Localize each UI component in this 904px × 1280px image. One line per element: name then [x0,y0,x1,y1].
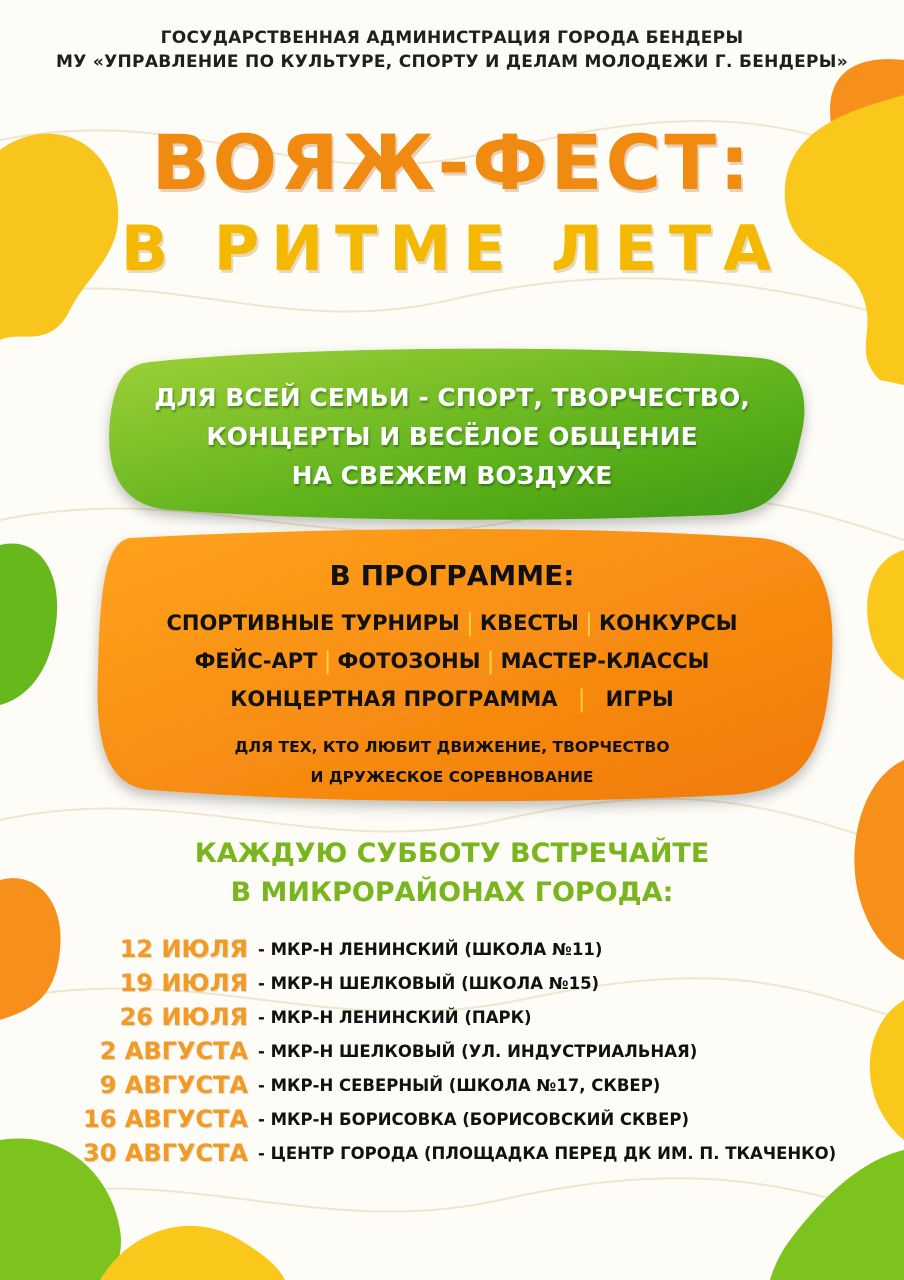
program-item: ФЕЙС-АРТ [194,649,318,673]
program-item: КОНЦЕРТНАЯ ПРОГРАММА [230,687,558,711]
blob-bottom-left-yellow [100,1226,285,1280]
program-note-line-1: ДЛЯ ТЕХ, КТО ЛЮБИТ ДВИЖЕНИЕ, ТВОРЧЕСТВО [234,738,670,756]
program-row-2 [0,642,904,680]
schedule-date: 9 АВГУСТА [99,1071,248,1099]
schedule-row [60,966,880,1000]
program-title: В ПРОГРАММЕ: [329,559,575,592]
program-note [0,732,904,792]
schedule-place: - МКР-Н БОРИСОВКА (БОРИСОВСКИЙ СКВЕР) [258,1109,690,1129]
schedule-date: 2 АВГУСТА [99,1037,248,1065]
schedule-row [60,1136,880,1170]
program-item: МАСТЕР-КЛАССЫ [500,649,710,673]
separator: | [465,609,474,637]
schedule-date: 30 АВГУСТА [83,1139,248,1167]
organizer-line-2: МУ «УПРАВЛЕНИЕ ПО КУЛЬТУРЕ, СПОРТУ И ДЕЛАМ МОЛОДЕЖИ Г. БЕНДЕРЫ» [56,52,848,72]
program-item: КОНКУРСЫ [599,611,738,635]
program-item: ИГРЫ [605,687,674,711]
schedule-place: - МКР-Н ШЕЛКОВЫЙ (ШКОЛА №15) [258,973,600,993]
program-item: ФОТОЗОНЫ [337,649,481,673]
title-sub: В РИТМЕ ЛЕТА [120,212,784,285]
every-saturday-heading [0,834,904,912]
separator: | [584,609,594,637]
separator: | [577,685,586,713]
schedule-date: 26 ИЮЛЯ [119,1003,248,1031]
schedule-date: 16 АВГУСТА [83,1105,248,1133]
every-saturday-line-1: КАЖДУЮ СУББОТУ ВСТРЕЧАЙТЕ [194,838,710,869]
schedule-date: 12 ИЮЛЯ [119,935,248,963]
schedule-row [60,1034,880,1068]
title-main: ВОЯЖ-ФЕСТ: [151,118,753,207]
program-list [0,604,904,718]
schedule-place: - МКР-Н ЛЕНИНСКИЙ (ШКОЛА №11) [258,939,603,959]
organizer-line-1: ГОСУДАРСТВЕННАЯ АДМИНИСТРАЦИЯ ГОРОДА БЕНДЕРЫ [160,28,744,48]
separator: | [323,647,332,675]
green-banner-line-2: КОНЦЕРТЫ И ВЕСЁЛОЕ ОБЩЕНИЕ [206,422,698,451]
program-row-3 [0,680,904,718]
organizer-header [0,26,904,74]
separator: | [486,647,495,675]
every-saturday-line-2: В МИКРОРАЙОНАХ ГОРОДА: [230,877,674,908]
schedule-place: - МКР-Н ЛЕНИНСКИЙ (ПАРК) [258,1007,532,1027]
schedule-place: - МКР-Н СЕВЕРНЫЙ (ШКОЛА №17, СКВЕР) [258,1075,661,1095]
schedule-row [60,1102,880,1136]
green-banner-line-3: НА СВЕЖЕМ ВОЗДУХЕ [291,461,613,490]
schedule-place: - ЦЕНТР ГОРОДА (ПЛОЩАДКА ПЕРЕД ДК ИМ. П. ТКАЧЕНКО) [258,1143,837,1163]
program-note-line-2: И ДРУЖЕСКОЕ СОРЕВНОВАНИЕ [310,768,594,786]
schedule-row [60,932,880,966]
schedule-place: - МКР-Н ШЕЛКОВЫЙ (УЛ. ИНДУСТРИАЛЬНАЯ) [258,1041,698,1061]
program-item: СПОРТИВНЫЕ ТУРНИРЫ [166,611,460,635]
schedule-row [60,1068,880,1102]
schedule-row [60,1000,880,1034]
schedule-date: 19 ИЮЛЯ [119,969,248,997]
green-banner-text [0,378,904,495]
program-row-1 [0,604,904,642]
schedule-list [60,932,880,1170]
green-banner-line-1: ДЛЯ ВСЕЙ СЕМЬИ - СПОРТ, ТВОРЧЕСТВО, [154,383,750,412]
program-item: КВЕСТЫ [479,611,579,635]
